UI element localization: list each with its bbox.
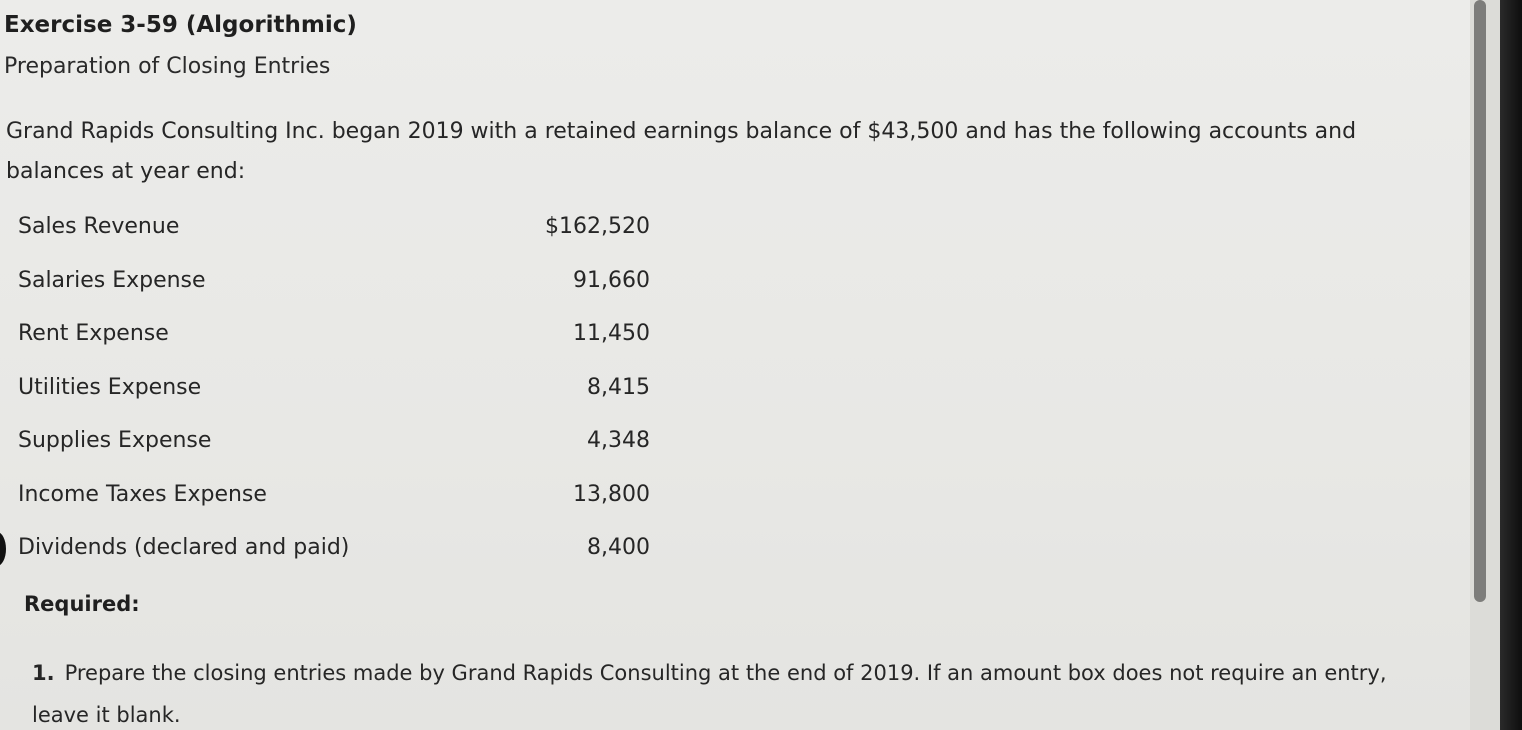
- account-name: Sales Revenue: [18, 214, 180, 239]
- account-name: Salaries Expense: [18, 267, 206, 293]
- account-row: [18, 315, 658, 369]
- account-amount: 91,660: [573, 267, 650, 293]
- scrollbar-thumb[interactable]: [1474, 0, 1486, 602]
- account-name: Rent Expense: [18, 321, 169, 346]
- account-name: Supplies Expense: [18, 428, 212, 453]
- account-amount: 8,400: [587, 535, 650, 560]
- screen-bezel: [1500, 0, 1522, 730]
- account-row: [18, 422, 658, 476]
- account-row: [18, 476, 658, 530]
- account-amount: $162,520: [545, 214, 650, 239]
- account-amount: 11,450: [573, 321, 650, 346]
- required-item-number: 1.: [32, 661, 55, 685]
- account-name: Income Taxes Expense: [18, 481, 267, 507]
- problem-intro: Grand Rapids Consulting Inc. began 2019 with a retained earnings balance of $43,500 and has the following accounts and balances at year end:: [6, 119, 1357, 184]
- account-name: Utilities Expense: [18, 374, 202, 400]
- required-item-text: Prepare the closing entries made by Grand Rapids Consulting at the end of 2019. If an amount box does not require an entry, leave it blank.: [32, 661, 1387, 727]
- account-row: [18, 529, 658, 583]
- account-amount: 4,348: [587, 428, 650, 453]
- exercise-title: Exercise 3-59 (Algorithmic): [4, 12, 357, 38]
- required-item: [32, 652, 1402, 730]
- required-heading: Required:: [24, 592, 140, 616]
- account-amount: 13,800: [573, 481, 650, 507]
- account-row: [18, 369, 658, 423]
- account-name: Dividends (declared and paid): [18, 535, 350, 560]
- account-balances-table: [18, 208, 658, 583]
- account-row: [18, 262, 658, 316]
- exercise-subtitle: Preparation of Closing Entries: [4, 54, 331, 79]
- account-amount: 8,415: [587, 374, 650, 400]
- partial-radio-icon[interactable]: [0, 532, 6, 566]
- account-row: [18, 208, 658, 262]
